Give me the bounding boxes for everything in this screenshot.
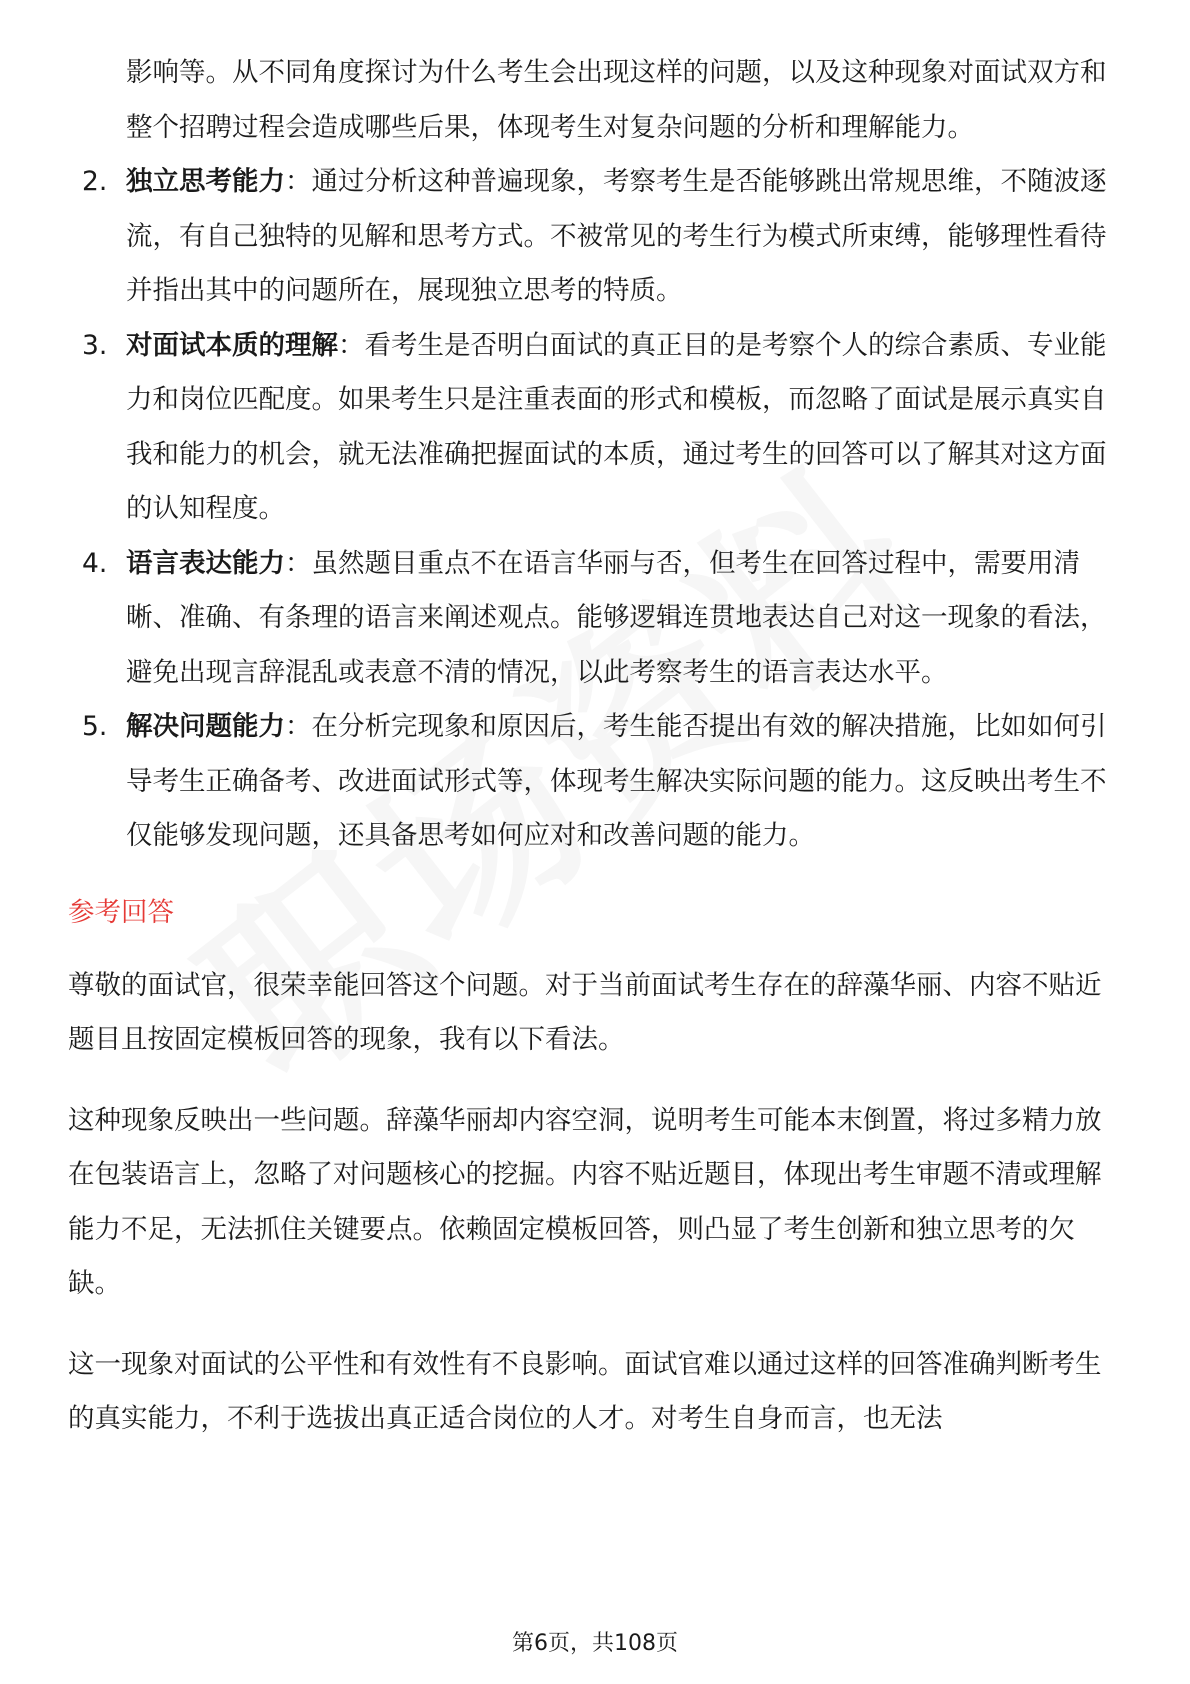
answer-paragraph: 这种现象反映出一些问题。辞藻华丽却内容空洞，说明考生可能本末倒置，将过多精力放在包装语言上，忽略了对问题核心的挖掘。内容不贴近题目，体现出考生审题不清或理解能力不足，无法抓住关键要点。依赖固定模板回答，则凸显了考生创新和独立思考的欠缺。 bbox=[68, 1104, 1102, 1299]
list-item-text: ：虽然题目重点不在语言华丽与否，但考生在回答过程中，需要用清晰、准确、有条理的语言来阐述观点。能够逻辑连贯地表达自己对这一现象的看法，避免出现言辞混乱或表意不清的情况，以此考察考生的语言表达水平。 bbox=[126, 547, 1107, 688]
list-item bbox=[68, 537, 1124, 701]
list-item-text: ：通过分析这种普遍现象，考察考生是否能够跳出常规思维，不随波逐流，有自己独特的见解和思考方式。不被常见的考生行为模式所束缚，能够理性看待并指出其中的问题所在，展现独立思考的特质。 bbox=[126, 166, 1107, 306]
list-item-term: 独立思考能力 bbox=[126, 166, 285, 197]
list-item bbox=[68, 319, 1124, 537]
page-content bbox=[68, 46, 1124, 1473]
answer-paragraph: 这一现象对面试的公平性和有效性有不良影响。面试官难以通过这样的回答准确判断考生的真实能力，不利于选拔出真正适合岗位的人才。对考生自身而言，也无法 bbox=[68, 1348, 1102, 1434]
list-item-number: 4. bbox=[82, 547, 108, 579]
list-item-number: 3. bbox=[82, 329, 108, 361]
list-item-term: 解决问题能力 bbox=[126, 711, 285, 742]
section-heading: 参考回答 bbox=[68, 896, 174, 928]
continuation-paragraph: 影响等。从不同角度探讨为什么考生会出现这样的问题，以及这种现象对面试双方和整个招聘过程会造成哪些后果，体现考生对复杂问题的分析和理解能力。 bbox=[126, 57, 1107, 143]
list-item bbox=[68, 700, 1124, 864]
answer-paragraph: 尊敬的面试官，很荣幸能回答这个问题。对于当前面试考生存在的辞藻华丽、内容不贴近题目且按固定模板回答的现象，我有以下看法。 bbox=[68, 969, 1102, 1055]
page-number-footer: 第6页，共108页 bbox=[512, 1631, 678, 1656]
list-item-number: 2. bbox=[82, 166, 108, 197]
list-item-term: 语言表达能力 bbox=[126, 547, 285, 579]
list-item bbox=[68, 155, 1124, 319]
list-item-number: 5. bbox=[82, 711, 108, 742]
list-item-text: ：在分析完现象和原因后，考生能否提出有效的解决措施，比如如何引导考生正确备考、改进面试形式等，体现考生解决实际问题的能力。这反映出考生不仅能够发现问题，还具备思考如何应对和改善问题的能力。 bbox=[126, 711, 1107, 851]
list-item-term: 对面试本质的理解 bbox=[126, 329, 338, 361]
ability-list bbox=[68, 155, 1124, 864]
list-item-text: ：看考生是否明白面试的真正目的是考察个人的综合素质、专业能力和岗位匹配度。如果考生只是注重表面的形式和模板，而忽略了面试是展示真实自我和能力的机会，就无法准确把握面试的本质，通过考生的回答可以了解其对这方面的认知程度。 bbox=[126, 329, 1107, 524]
